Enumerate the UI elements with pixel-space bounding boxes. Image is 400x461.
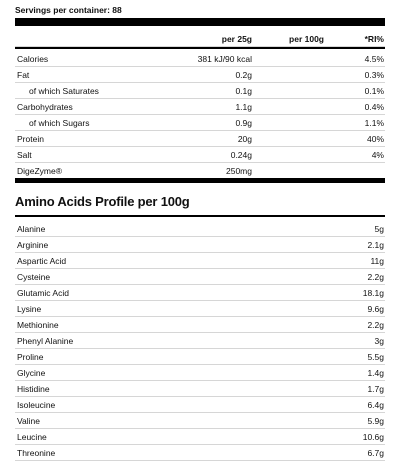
amino-acid-label: Isoleucine bbox=[17, 400, 56, 410]
amino-acid-row bbox=[15, 316, 385, 333]
amino-acid-value: 3g bbox=[374, 336, 384, 346]
amino-acid-value: 10.6g bbox=[362, 432, 384, 442]
amino-acid-value: 2.1g bbox=[367, 240, 384, 250]
amino-acid-label: Histidine bbox=[17, 384, 50, 394]
nutrient-label: Protein bbox=[17, 134, 44, 144]
header-divider bbox=[15, 47, 385, 49]
nutrient-label: Carbohydrates bbox=[17, 102, 73, 112]
amino-acid-row bbox=[15, 412, 385, 429]
nutrition-row bbox=[15, 130, 385, 147]
amino-acid-label: Valine bbox=[17, 416, 40, 426]
amino-acid-value: 11g bbox=[370, 256, 384, 266]
nutrient-per-25g: 20g bbox=[237, 134, 252, 144]
amino-acid-label: Cysteine bbox=[17, 272, 51, 282]
amino-acid-value: 2.2g bbox=[367, 272, 384, 282]
nutrient-per-25g: 381 kJ/90 kcal bbox=[197, 54, 252, 64]
amino-acid-label: Threonine bbox=[17, 448, 56, 458]
nutrient-label: Fat bbox=[17, 70, 30, 80]
amino-acid-row bbox=[15, 236, 385, 253]
amino-acid-value: 6.7g bbox=[367, 448, 384, 458]
amino-title-divider bbox=[15, 215, 385, 217]
nutrient-ri-percent: 4% bbox=[371, 150, 384, 160]
amino-acid-label: Phenyl Alanine bbox=[17, 336, 74, 346]
nutrition-row bbox=[15, 114, 385, 131]
amino-acid-value: 1.4g bbox=[367, 368, 384, 378]
amino-acid-label: Arginine bbox=[17, 240, 49, 250]
nutrient-ri-percent: 0.3% bbox=[364, 70, 384, 80]
nutrient-label: of which Saturates bbox=[29, 86, 99, 96]
amino-acid-row bbox=[15, 444, 385, 461]
nutrition-row bbox=[15, 146, 385, 163]
nutrition-row bbox=[15, 50, 385, 67]
nutrient-ri-percent: 0.1% bbox=[364, 86, 384, 96]
amino-acid-label: Proline bbox=[17, 352, 44, 362]
amino-acid-row bbox=[15, 364, 385, 381]
amino-acid-label: Lysine bbox=[17, 304, 42, 314]
amino-acids-title: Amino Acids Profile per 100g bbox=[15, 194, 190, 209]
amino-acid-label: Alanine bbox=[17, 224, 46, 234]
header-per-100g: per 100g bbox=[289, 34, 324, 44]
amino-acid-value: 5.5g bbox=[367, 352, 384, 362]
amino-acid-label: Glycine bbox=[17, 368, 46, 378]
nutrient-per-25g: 1.1g bbox=[235, 102, 252, 112]
nutrition-row bbox=[15, 98, 385, 115]
amino-acid-value: 2.2g bbox=[367, 320, 384, 330]
amino-acid-row bbox=[15, 332, 385, 349]
nutrition-row bbox=[15, 66, 385, 83]
nutrient-ri-percent: 1.1% bbox=[364, 118, 384, 128]
amino-acid-value: 9.6g bbox=[367, 304, 384, 314]
nutrient-label: of which Sugars bbox=[29, 118, 90, 128]
amino-acid-row bbox=[15, 348, 385, 365]
header-ri-percent: *RI% bbox=[364, 34, 384, 44]
amino-acid-row bbox=[15, 284, 385, 301]
amino-acid-row bbox=[15, 300, 385, 317]
nutrient-per-25g: 0.2g bbox=[235, 70, 252, 80]
amino-acid-row bbox=[15, 396, 385, 413]
amino-acid-value: 6.4g bbox=[367, 400, 384, 410]
nutrition-row bbox=[15, 82, 385, 99]
header-per-25g: per 25g bbox=[221, 34, 252, 44]
amino-acid-row bbox=[15, 220, 385, 237]
amino-acid-label: Leucine bbox=[17, 432, 47, 442]
nutrition-header-row bbox=[15, 30, 385, 47]
nutrient-label: Calories bbox=[17, 54, 49, 64]
amino-acid-value: 5.9g bbox=[367, 416, 384, 426]
section-divider bbox=[15, 178, 385, 183]
amino-acid-label: Glutamic Acid bbox=[17, 288, 69, 298]
nutrient-per-25g: 250mg bbox=[226, 166, 252, 176]
amino-acid-row bbox=[15, 428, 385, 445]
nutrient-ri-percent: 0.4% bbox=[364, 102, 384, 112]
top-divider bbox=[15, 18, 385, 26]
nutrition-row bbox=[15, 162, 385, 178]
servings-per-container: Servings per container: 88 bbox=[15, 5, 122, 15]
nutrient-ri-percent: 40% bbox=[366, 134, 384, 144]
amino-acid-row bbox=[15, 252, 385, 269]
nutrient-label: Salt bbox=[17, 150, 32, 160]
amino-acid-row bbox=[15, 380, 385, 397]
amino-acid-row bbox=[15, 268, 385, 285]
amino-acid-value: 18.1g bbox=[362, 288, 384, 298]
nutrient-per-25g: 0.9g bbox=[235, 118, 252, 128]
amino-acid-value: 5g bbox=[374, 224, 384, 234]
nutrient-ri-percent: 4.5% bbox=[364, 54, 384, 64]
nutrient-label: DigeZyme® bbox=[17, 166, 62, 176]
nutrient-per-25g: 0.24g bbox=[230, 150, 252, 160]
nutrient-per-25g: 0.1g bbox=[235, 86, 252, 96]
amino-acid-value: 1.7g bbox=[367, 384, 384, 394]
amino-acid-label: Aspartic Acid bbox=[17, 256, 67, 266]
amino-acid-label: Methionine bbox=[17, 320, 59, 330]
